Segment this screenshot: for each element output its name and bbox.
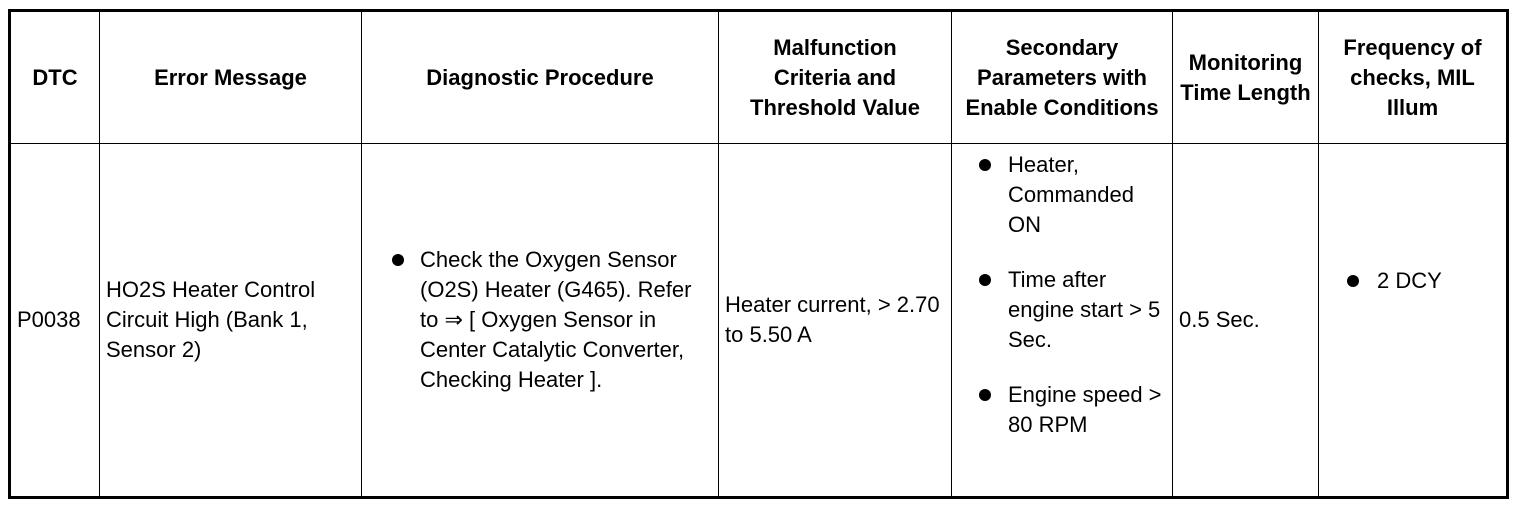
condition-item: Engine speed > 80 RPM (958, 380, 1166, 440)
cell-monitoring-time: 0.5 Sec. (1173, 144, 1319, 498)
procedure-list (368, 245, 712, 395)
header-monitoring-time: Monitoring Time Length (1173, 11, 1319, 144)
cell-diagnostic-procedure (362, 144, 719, 498)
condition-item: Time after engine start > 5 Sec. (958, 265, 1166, 355)
cell-dtc: P0038 (10, 144, 100, 498)
header-error-message: Error Message (100, 11, 362, 144)
header-diagnostic-procedure: Diagnostic Procedure (362, 11, 719, 144)
header-secondary-parameters: Secondary Parameters with Enable Conditions (952, 11, 1173, 144)
frequency-list (1325, 266, 1500, 296)
frequency-item: 2 DCY (1325, 266, 1500, 296)
header-row (10, 11, 1508, 144)
header-frequency: Frequency of checks, MIL Illum (1319, 11, 1508, 144)
dtc-table (8, 9, 1509, 499)
cell-error-message: HO2S Heater Control Circuit High (Bank 1, Sensor 2) (100, 144, 362, 498)
conditions-list (958, 150, 1166, 440)
cell-frequency (1319, 144, 1508, 498)
table-row (10, 144, 1508, 498)
cell-secondary-parameters (952, 144, 1173, 498)
cell-malfunction-criteria: Heater current, > 2.70 to 5.50 A (719, 144, 952, 498)
condition-item: Heater, Commanded ON (958, 150, 1166, 240)
procedure-item: Check the Oxygen Sensor (O2S) Heater (G465). Refer to ⇒ [ Oxygen Sensor in Center Catalytic Converter, Checking Heater ]. (368, 245, 712, 395)
header-malfunction-criteria: Malfunction Criteria and Threshold Value (719, 11, 952, 144)
header-dtc: DTC (10, 11, 100, 144)
